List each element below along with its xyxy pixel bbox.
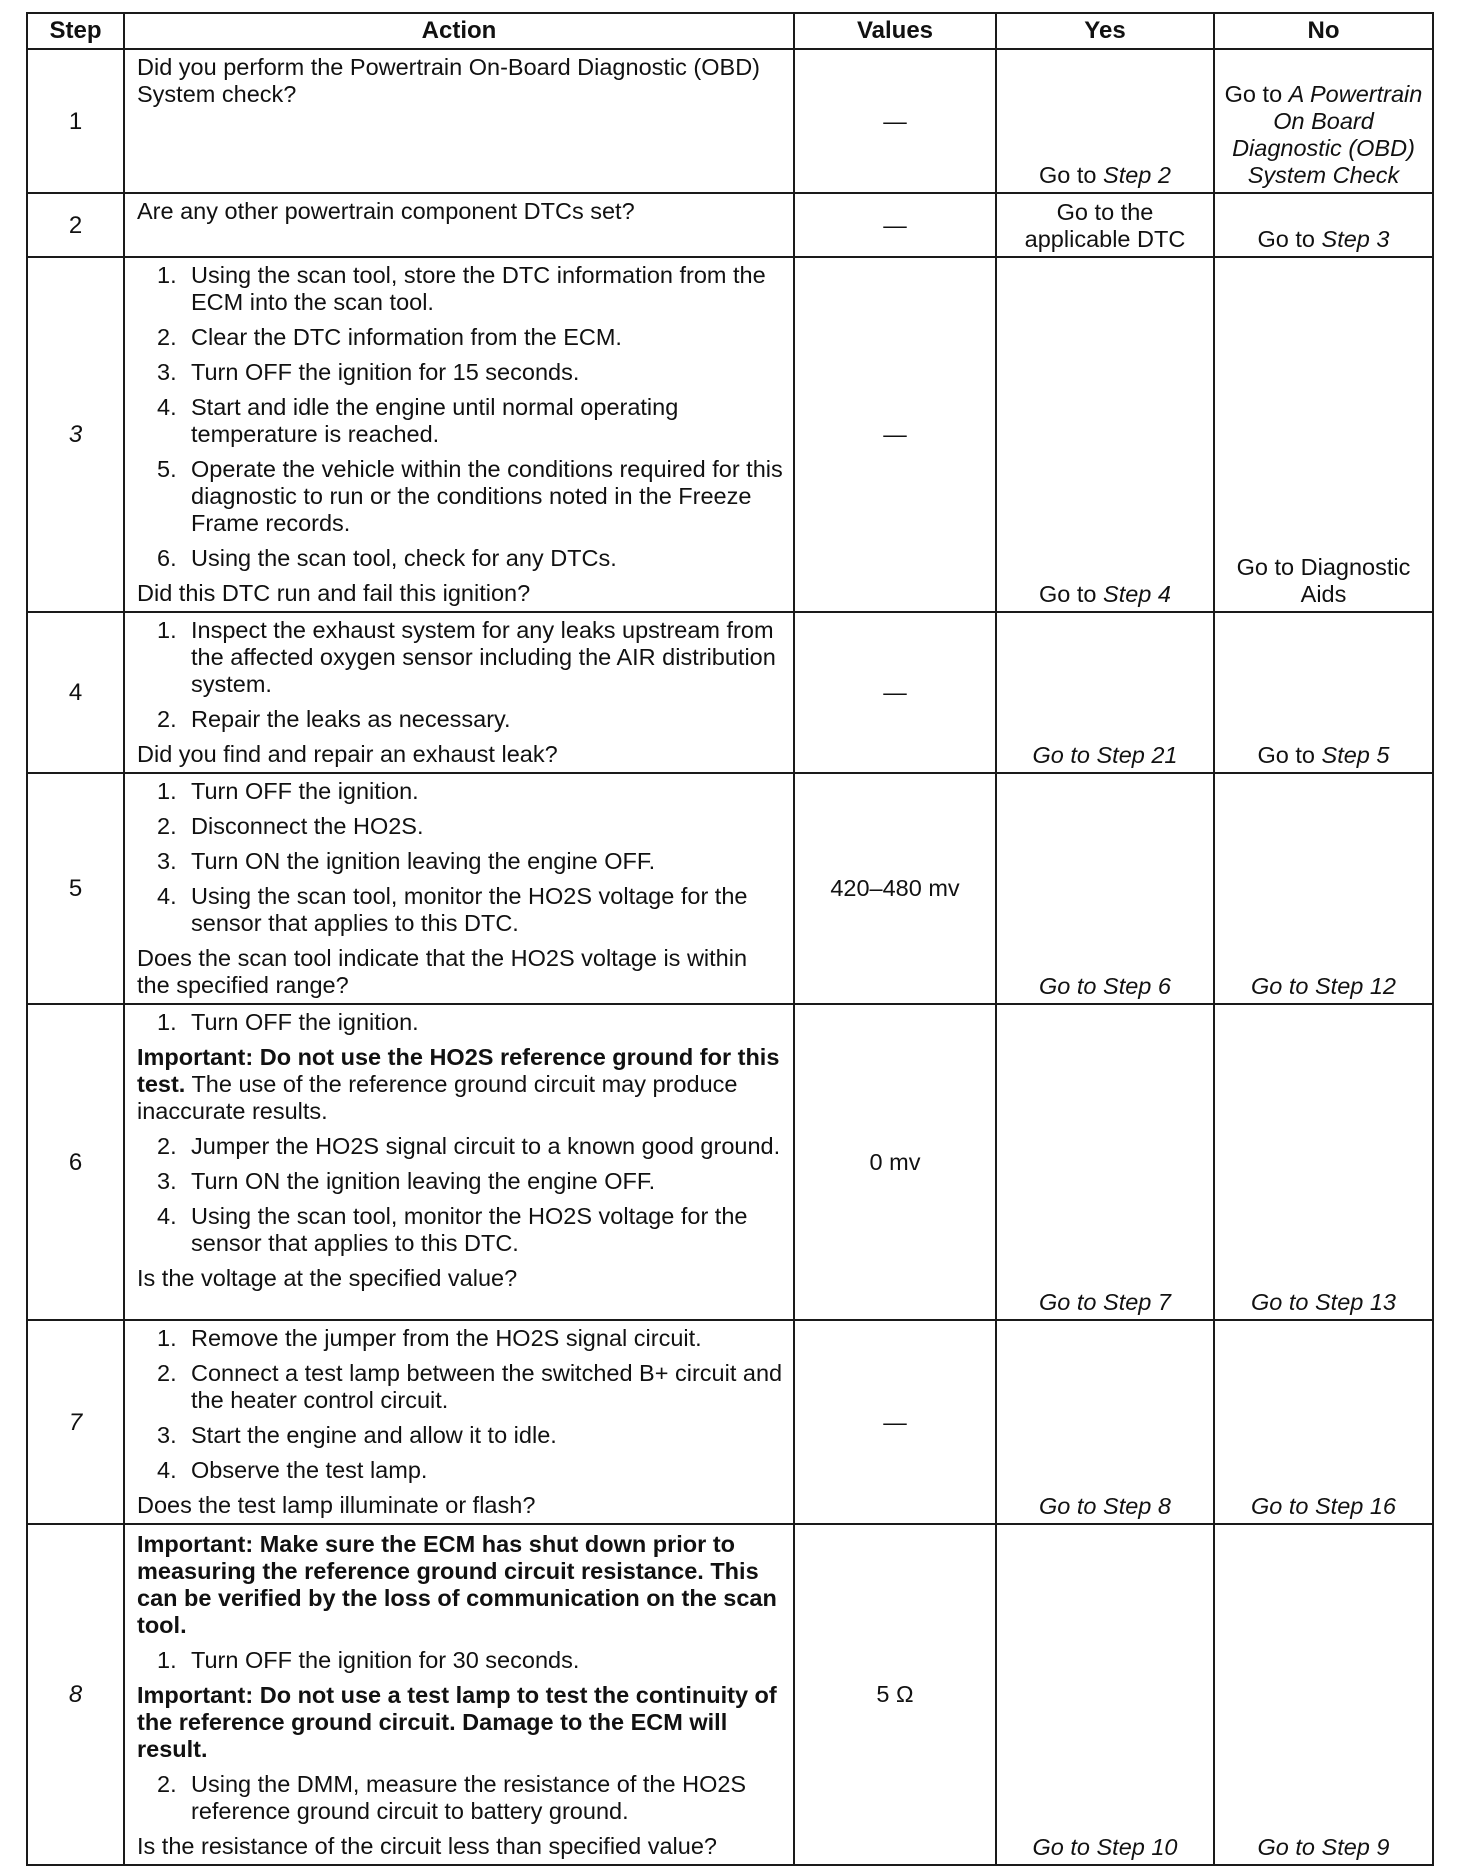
table-row-step-8 — [27, 1524, 1433, 1865]
yes-link[interactable]: Step 4 — [1103, 581, 1171, 607]
important-label: Important: — [137, 1531, 254, 1557]
step-number: 5 — [27, 773, 124, 1004]
important-note — [137, 1682, 785, 1763]
procedure-step: 2. Jumper the HO2S signal circuit to a known good ground. — [157, 1133, 781, 1159]
action-cell — [124, 257, 794, 612]
procedure-step: 3. Turn ON the ignition leaving the engine OFF. — [157, 1168, 656, 1194]
step-number: 6 — [27, 1004, 124, 1320]
yes-cell — [996, 1524, 1214, 1865]
step-number: 1 — [27, 49, 124, 193]
table-row-step-4 — [27, 612, 1433, 773]
value-cell: — — [794, 612, 996, 773]
no-cell — [1214, 612, 1433, 773]
procedure-list — [137, 1647, 785, 1674]
procedure-list — [137, 262, 785, 572]
important-text: Do not use a test lamp to test the continuity of the reference ground circuit. Damage to the ECM will result. — [137, 1682, 777, 1762]
procedure-step: 4. Observe the test lamp. — [157, 1457, 428, 1483]
procedure-step: 1. Turn OFF the ignition for 30 seconds. — [157, 1647, 580, 1673]
yes-prefix: Go to — [1039, 581, 1104, 607]
header-step: Step — [27, 13, 124, 49]
no-cell — [1214, 193, 1433, 257]
diagnostic-table — [26, 12, 1434, 1866]
question-text: Did you find and repair an exhaust leak? — [137, 741, 558, 767]
procedure-step: 4. Start and idle the engine until normal operating temperature is reached. — [157, 394, 679, 447]
procedure-list — [137, 617, 785, 733]
no-prefix: Go to — [1257, 742, 1322, 768]
no-link[interactable]: Step 5 — [1321, 742, 1390, 768]
table-row-step-1 — [27, 49, 1433, 193]
step-number: 2 — [27, 193, 124, 257]
yes-cell — [996, 193, 1214, 257]
table-row-step-7 — [27, 1320, 1433, 1524]
procedure-step: 1. Turn OFF the ignition. — [157, 778, 419, 804]
yes-link[interactable]: Go to Step 6 — [1039, 973, 1171, 999]
yes-link[interactable]: Go to Step 10 — [1032, 1834, 1178, 1860]
header-action: Action — [124, 13, 794, 49]
yes-prefix[interactable]: Go to the applicable DTC — [1024, 199, 1186, 252]
procedure-list — [137, 1133, 785, 1257]
no-cell — [1214, 1004, 1433, 1320]
value-cell: — — [794, 193, 996, 257]
procedure-step: 2. Repair the leaks as necessary. — [157, 706, 511, 732]
important-note — [137, 1531, 785, 1639]
action-cell — [124, 612, 794, 773]
procedure-step: 2. Using the DMM, measure the resistance of the HO2S reference ground circuit to battery ground. — [157, 1771, 747, 1824]
action-cell — [124, 1004, 794, 1320]
yes-link[interactable]: Go to Step 21 — [1032, 742, 1178, 768]
value-cell: 0 mv — [794, 1004, 996, 1320]
question-text: Are any other powertrain component DTCs set? — [137, 198, 635, 224]
no-link[interactable]: A Powertrain On Board Diagnostic (OBD) System Check — [1232, 81, 1423, 188]
no-cell — [1214, 1524, 1433, 1865]
procedure-list — [137, 1009, 785, 1036]
action-cell — [124, 773, 794, 1004]
yes-cell — [996, 773, 1214, 1004]
value-cell: — — [794, 49, 996, 193]
no-link[interactable]: Go to Step 12 — [1250, 973, 1397, 999]
step-number: 7 — [27, 1320, 124, 1524]
procedure-step: 1. Using the scan tool, store the DTC information from the ECM into the scan tool. — [157, 262, 766, 315]
procedure-list — [137, 778, 785, 937]
procedure-list — [137, 1325, 785, 1484]
no-cell — [1214, 257, 1433, 612]
no-prefix: Go to — [1257, 226, 1322, 252]
action-cell — [124, 1524, 794, 1865]
step-number: 3 — [27, 257, 124, 612]
important-bold-text: Do not use the HO2S reference ground for this test. — [137, 1044, 780, 1097]
table-row-step-5 — [27, 773, 1433, 1004]
no-prefix: Go to — [1224, 81, 1289, 107]
procedure-step: 3. Start the engine and allow it to idle. — [157, 1422, 557, 1448]
no-link[interactable]: Go to Step 9 — [1257, 1834, 1390, 1860]
action-cell — [124, 193, 794, 257]
header-row — [27, 13, 1433, 49]
no-cell — [1214, 1320, 1433, 1524]
no-cell — [1214, 49, 1433, 193]
yes-cell — [996, 49, 1214, 193]
value-cell: 420–480 mv — [794, 773, 996, 1004]
no-link[interactable]: Go to Step 13 — [1250, 1289, 1397, 1315]
value-cell: — — [794, 257, 996, 612]
action-cell — [124, 1320, 794, 1524]
procedure-step: 3. Turn OFF the ignition for 15 seconds. — [157, 359, 580, 385]
value-cell: — — [794, 1320, 996, 1524]
table-row-step-6 — [27, 1004, 1433, 1320]
procedure-step: 1. Remove the jumper from the HO2S signal circuit. — [157, 1325, 702, 1351]
header-no: No — [1214, 13, 1433, 49]
important-note — [137, 1044, 785, 1125]
important-text: The use of the reference ground circuit may produce inaccurate results. — [137, 1071, 738, 1124]
question-text: Does the test lamp illuminate or flash? — [137, 1492, 536, 1518]
procedure-list — [137, 1771, 785, 1825]
value-cell: 5 Ω — [794, 1524, 996, 1865]
action-cell — [124, 49, 794, 193]
procedure-step: 4. Using the scan tool, monitor the HO2S voltage for the sensor that applies to this DTC. — [157, 1203, 748, 1256]
procedure-step: 2. Connect a test lamp between the switched B+ circuit and the heater control circuit. — [157, 1360, 783, 1413]
no-prefix[interactable]: Go to Diagnostic Aids — [1236, 554, 1411, 607]
question-text: Did you perform the Powertrain On-Board Diagnostic (OBD) System check? — [137, 54, 760, 107]
yes-prefix: Go to — [1039, 162, 1104, 188]
yes-link[interactable]: Step 2 — [1103, 162, 1171, 188]
yes-link[interactable]: Go to Step 7 — [1039, 1289, 1171, 1315]
procedure-step: 2. Clear the DTC information from the ECM. — [157, 324, 622, 350]
yes-cell — [996, 1320, 1214, 1524]
yes-cell — [996, 257, 1214, 612]
important-label: Important: — [137, 1044, 254, 1070]
procedure-step: 2. Disconnect the HO2S. — [157, 813, 424, 839]
procedure-step: 1. Inspect the exhaust system for any leaks upstream from the affected oxygen sensor including the AIR distribution system. — [157, 617, 776, 697]
question-text: Did this DTC run and fail this ignition? — [137, 580, 531, 606]
table-row-step-2 — [27, 193, 1433, 257]
procedure-step: 5. Operate the vehicle within the conditions required for this diagnostic to run or the conditions noted in the Freeze Frame records. — [157, 456, 783, 536]
diagnostic-table-page — [26, 12, 1432, 1866]
procedure-step: 1. Turn OFF the ignition. — [157, 1009, 419, 1035]
yes-cell — [996, 612, 1214, 773]
procedure-step: 6. Using the scan tool, check for any DTCs. — [157, 545, 617, 571]
yes-link[interactable]: Go to Step 8 — [1039, 1493, 1171, 1519]
question-text: Is the voltage at the specified value? — [137, 1265, 518, 1291]
no-cell — [1214, 773, 1433, 1004]
no-link[interactable]: Step 3 — [1321, 226, 1390, 252]
step-number: 4 — [27, 612, 124, 773]
question-text: Does the scan tool indicate that the HO2S voltage is within the specified range? — [137, 945, 748, 998]
important-text: Make sure the ECM has shut down prior to measuring the reference ground circuit resistance. This can be verified by the loss of communication on the scan tool. — [137, 1531, 777, 1638]
important-label: Important: — [137, 1682, 254, 1708]
no-link[interactable]: Go to Step 16 — [1250, 1493, 1397, 1519]
header-yes: Yes — [996, 13, 1214, 49]
yes-cell — [996, 1004, 1214, 1320]
table-row-step-3 — [27, 257, 1433, 612]
step-number: 8 — [27, 1524, 124, 1865]
procedure-step: 4. Using the scan tool, monitor the HO2S voltage for the sensor that applies to this DTC. — [157, 883, 748, 936]
header-values: Values — [794, 13, 996, 49]
question-text: Is the resistance of the circuit less than specified value? — [137, 1833, 717, 1859]
procedure-step: 3. Turn ON the ignition leaving the engine OFF. — [157, 848, 656, 874]
